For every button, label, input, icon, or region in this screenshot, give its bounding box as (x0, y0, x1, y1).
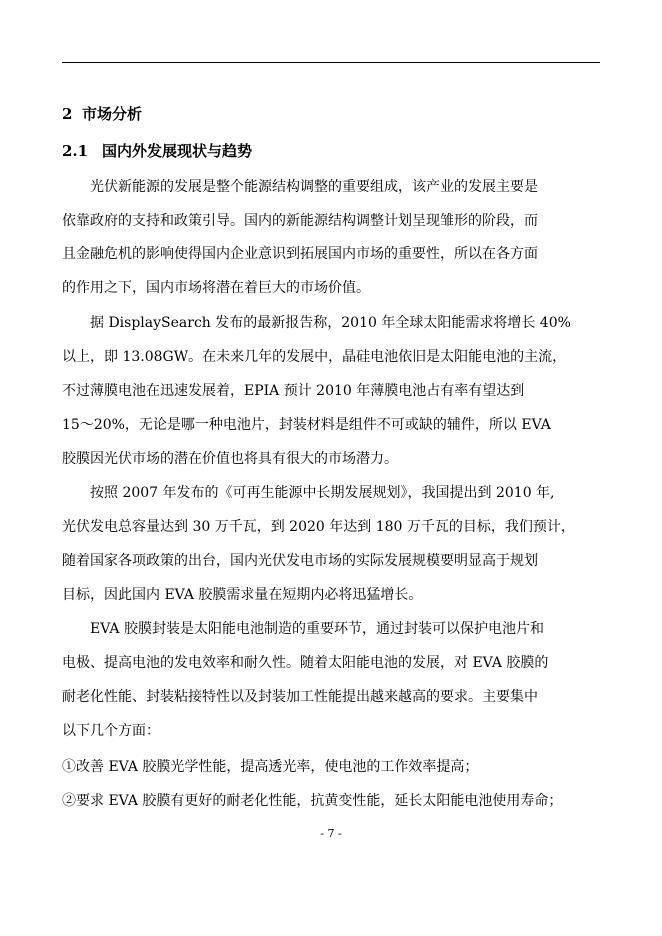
subsection-number: 2.1 (62, 142, 89, 160)
header-rule (62, 62, 600, 63)
subsection-heading (62, 140, 252, 161)
text-line: 以下几个方面： (62, 723, 160, 739)
text-line: 不过薄膜电池在迅速发展着，EPIA 预计 2010 年薄膜电池占有率有望达到 (62, 383, 525, 399)
page-number: - 7 - (320, 827, 342, 840)
text-line: 据 DisplaySearch 发布的最新报告称，2010 年全球太阳能需求将增长 40% (62, 315, 571, 331)
text-line: 目标，因此国内 EVA 胶膜需求量在短期内必将迅猛增长。 (62, 587, 423, 603)
text-line: ②要求 EVA 胶膜有更好的耐老化性能，抗黄变性能，延长太阳能电池使用寿命； (62, 793, 563, 809)
text-line: 光伏发电总容量达到 30 万千瓦，到 2020 年达到 180 万千瓦的目标，我们预计， (62, 519, 575, 535)
text-line: ①改善 EVA 胶膜光学性能，提高透光率，使电池的工作效率提高； (62, 759, 479, 775)
text-line: 电极、提高电池的发电效率和耐久性。随着太阳能电池的发展，对 EVA 胶膜的 (62, 655, 549, 671)
text-line: EVA 胶膜封装是太阳能电池制造的重要环节，通过封装可以保护电池片和 (62, 621, 544, 637)
text-line: 以上，即 13.08GW。在未来几年的发展中，晶硅电池依旧是太阳能电池的主流， (62, 349, 567, 365)
text-line: 随着国家各项政策的出台，国内光伏发电市场的实际发展规模要明显高于规划 (62, 553, 538, 569)
text-line: 且金融危机的影响使得国内企业意识到拓展国内市场的重要性，所以在各方面 (62, 246, 538, 262)
section-number: 2 (62, 105, 73, 123)
text-line: 的作用之下，国内市场将潜在着巨大的市场价值。 (62, 280, 370, 296)
text-line: 依靠政府的支持和政策引导。国内的新能源结构调整计划呈现雏形的阶段，而 (62, 213, 538, 229)
section-title: 市场分析 (82, 105, 143, 123)
text-line: 光伏新能源的发展是整个能源结构调整的重要组成，该产业的发展主要是 (62, 179, 538, 195)
text-line: 15～20%，无论是哪一种电池片，封装材料是组件不可或缺的辅件，所以 EVA (62, 417, 551, 433)
subsection-title: 国内外发展现状与趋势 (102, 142, 253, 160)
text-line: 按照 2007 年发布的《可再生能源中长期发展规划》，我国提出到 2010 年, (62, 485, 555, 501)
section-heading (62, 103, 142, 124)
text-line: 胶膜因光伏市场的潜在价值也将具有很大的市场潜力。 (62, 451, 398, 467)
text-line: 耐老化性能、封装粘接特性以及封装加工性能提出越来越高的要求。主要集中 (62, 689, 538, 705)
